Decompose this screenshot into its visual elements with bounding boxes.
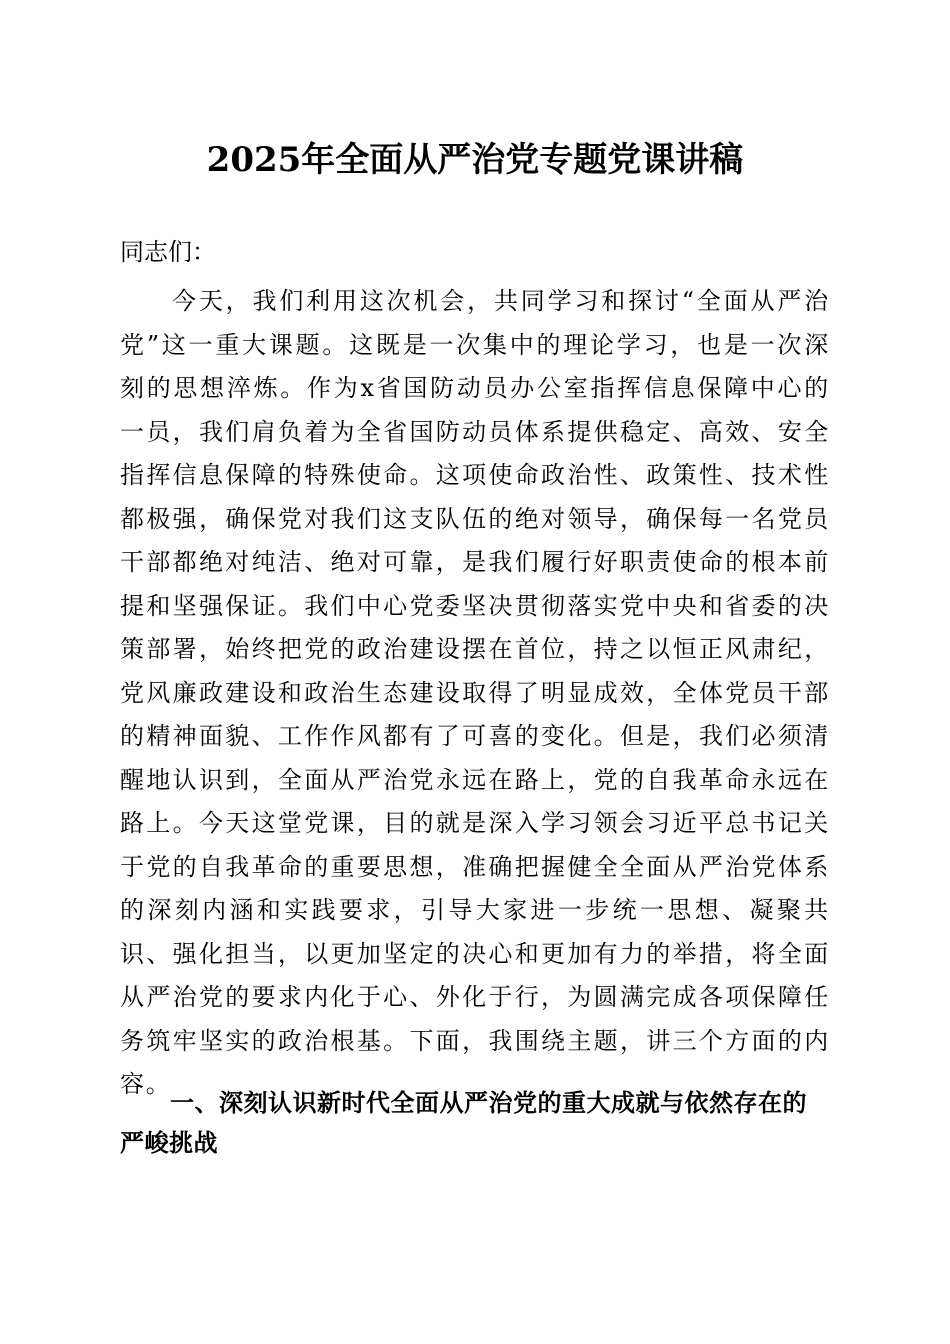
section-heading: 一、深刻认识新时代全面从严治党的重大成就与依然存在的严峻挑战 [120,1089,807,1157]
document-title: 2025年全面从严治党专题党课讲稿 [206,140,744,180]
body-paragraph: 今天，我们利用这次机会，共同学习和探讨“全面从严治党”这一重大课题。这既是一次集中的理论学习，也是一次深刻的思想淬炼。作为x省国防动员办公室指挥信息保障中心的一员，我们肩负着为全省国防动员体系提供稳定、高效、安全指挥信息保障的特殊使命。这项使命政治性、政策性、技术性都极强，确保党对我们这支队伍的绝对领导，确保每一名党员干部都绝对纯洁、绝对可靠，是我们履行好职责使命的根本前提和坚强保证。我们中心党委坚决贯彻落实党中央和省委的决策部署，始终把党的政治建设摆在首位，持之以恒正风肃纪，党风廉政建设和政治生态建设取得了明显成效，全体党员干部的精神面貌、工作作风都有了可喜的变化。但是，我们必须清醒地认识到，全面从严治党永远在路上，党的自我革命永远在路上。今天这堂党课，目的就是深入学习领会习近平总书记关于党的自我革命的重要思想，准确把握健全全面从严治党体系的深刻内涵和实践要求，引导大家进一步统一思想、凝聚共识、强化担当，以更加坚定的决心和更加有力的举措，将全面从严治党的要求内化于心、外化于行，为圆满完成各项保障任务筑牢坚实的政治根基。下面，我围绕主题，讲三个方面的内容。 [120,287,830,1098]
salutation: 同志们： [120,238,216,266]
